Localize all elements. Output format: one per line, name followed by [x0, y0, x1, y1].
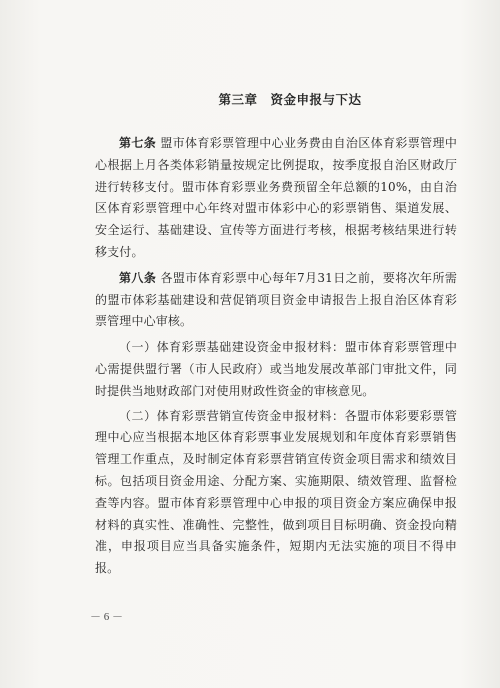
- chapter-title: 第三章 资金申报与下达: [218, 92, 362, 107]
- article-7-lead: 第七条: [119, 136, 157, 150]
- item-2: （二）体育彩票营销宣传资金申报材料：各盟市体彩要彩票管理中心应当根据本地区体育彩票事业发展规划和年度体育彩票销售管理工作重点，及时制定体育彩票营销宣传资金项目需求和绩效目标。包括项目资金用途、分配方案、实施期限、绩效管理、监督检查等内容。盟市体育彩票管理中心申报的项目资金方案应确保申报材料的真实性、准确性、完整性，做到项目目标明确、资金投向精准，申报项目应当具备实施条件，短期内无法实施的项目不得申报。: [95, 408, 457, 576]
- article-8-lead: 第八条: [119, 270, 157, 285]
- article-7: [95, 133, 457, 264]
- document-body: [95, 90, 457, 583]
- article-8: [95, 268, 457, 333]
- item-1: （一）体育彩票基础建设资金申报材料：盟市体育彩票管理中心需提供盟行署（市人民政府）或当地发展改革部门审批文件，同时提供当地财政部门对使用财政性资金的审核意见。: [95, 340, 457, 398]
- article-7-text: 盟市体育彩票管理中心业务费由自治区体育彩票管理中心根据上月各类体彩销量按规定比例提取，按季度报自治区财政厅进行转移支付。盟市体育彩票业务费预留全年总额的10%，由自治区体育彩票管理中心年终对盟市体彩中心的彩票销售、渠道发展、安全运行、基础建设、宣传等方面进行考核，根据考核结果进行转移支付。: [95, 136, 457, 259]
- article-8-text: 各盟市体育彩票中心每年7月31日之前，要将次年所需的盟市体彩基础建设和营促销项目资金申请报告上报自治区体育彩票管理中心审核。: [95, 270, 458, 329]
- page-number: － 6 －: [90, 611, 123, 623]
